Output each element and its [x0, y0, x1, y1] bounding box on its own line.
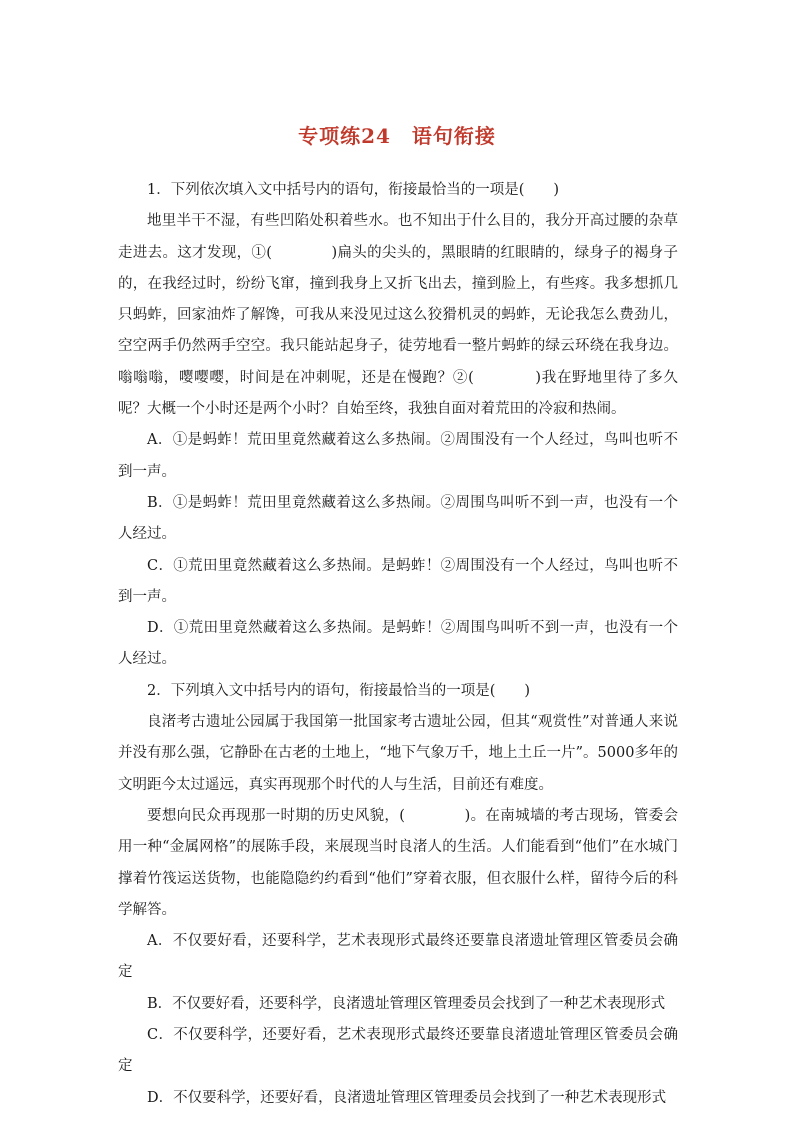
question-2-stem: 2．下列填入文中括号内的语句，衔接最恰当的一项是( ): [147, 682, 531, 699]
question-2-option-c: C．不仅要科学，还要好看，艺术表现形式最终还要靠良渚遗址管理区管委员会确定: [118, 1027, 678, 1075]
question-2-passage-2: 要想向民众再现那一时期的历史风貌，( )。在南城墙的考古现场，管委会用一种“金属网格”的展陈手段，来展现当时良渚人的生活。人们能看到“他们”在水城门撑着竹筏运送货物，也能隐隐约约看到“他们”穿着衣服，但衣服什么样，留待今后的科学解答。: [118, 807, 678, 918]
exercise-content: [118, 175, 678, 1114]
question-2-option-b: B．不仅要好看，还要科学，良渚遗址管理区管理委员会找到了一种艺术表现形式: [147, 995, 666, 1012]
question-1-passage: 地里半干不湿，有些凹陷处积着些水。也不知出于什么目的，我分开高过腰的杂草走进去。这才发现，①( )扁头的尖头的，黑眼睛的红眼睛的，绿身子的褐身子的，在我经过时，纷纷飞窜，撞到我身上又折飞出去，撞到脸上，有些疼。我多想抓几只蚂蚱，回家油炸了解馋，可我从来没见过这么狡猾机灵的蚂蚱，无论我怎么费劲儿，空空两手仍然两手空空。我只能站起身子，徒劳地看一整片蚂蚱的绿云环绕在我身边。嗡嗡嗡，嘤嘤嘤，时间是在冲刺呢，还是在慢跑？②( )我在野地里待了多久呢？大概一个小时还是两个小时？自始至终，我独自面对着荒田的冷寂和热闹。: [118, 213, 678, 418]
question-1-stem: 1．下列依次填入文中括号内的语句，衔接最恰当的一项是( ): [147, 182, 560, 198]
question-1-option-a: A．①是蚂蚱！荒田里竟然藏着这么多热闹。②周围没有一个人经过，鸟叫也听不到一声。: [118, 432, 678, 480]
question-2-option-a: A．不仅要好看，还要科学，艺术表现形式最终还要靠良渚遗址管理区管委员会确定: [118, 933, 678, 981]
question-2-option-d: D．不仅要科学，还要好看，良渚遗址管理区管理委员会找到了一种艺术表现形式: [147, 1089, 667, 1106]
question-2-passage-1: 良渚考古遗址公园属于我国第一批国家考古遗址公园，但其“观赏性”对普通人来说并没有那么强，它静卧在古老的土地上，“地下气象万千，地上土丘一片”。5000多年的文明距今太过遥远，真实再现那个时代的人与生活，目前还有难度。: [118, 714, 678, 793]
question-1-option-b: B．①是蚂蚱！荒田里竟然藏着这么多热闹。②周围鸟叫听不到一声，也没有一个人经过。: [118, 494, 678, 543]
page-title: 专项练24 语句衔接: [298, 124, 496, 148]
question-1-option-d: D．①荒田里竟然藏着这么多热闹。是蚂蚱！②周围鸟叫听不到一声，也没有一个人经过。: [118, 620, 678, 668]
question-1-option-c: C．①荒田里竟然藏着这么多热闹。是蚂蚱！②周围没有一个人经过，鸟叫也听不到一声。: [118, 557, 678, 605]
